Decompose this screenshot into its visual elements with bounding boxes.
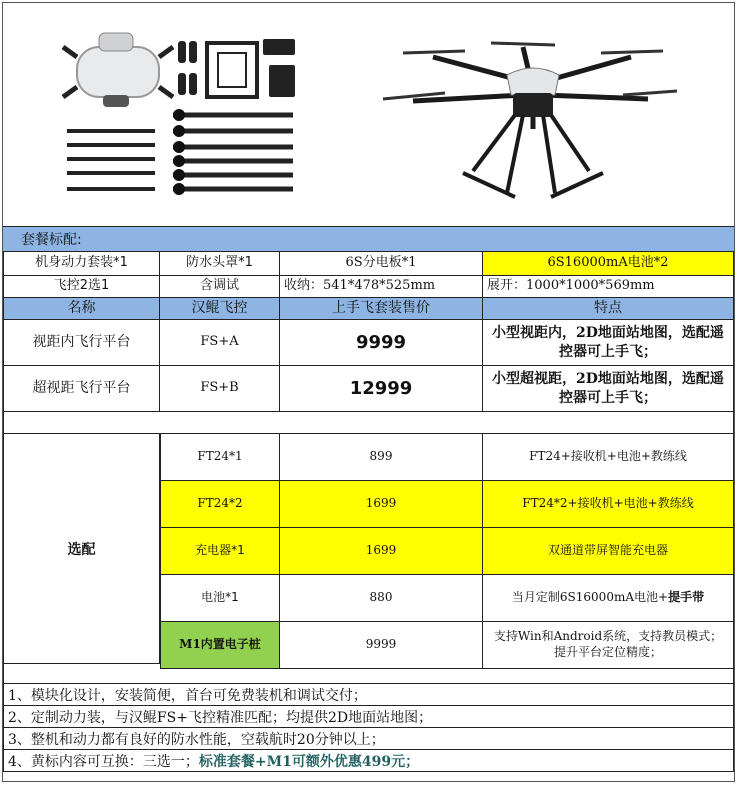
- option-name: M1内置电子桩: [160, 622, 280, 668]
- arms-icon: [173, 115, 293, 189]
- package-header: [3, 226, 734, 252]
- option-row: [160, 575, 734, 622]
- note-1: 1、模块化设计，安装简便，首台可免费装机和调试交付；: [3, 684, 734, 706]
- row-feature: 小型超视距，2D地面站地图，选配遥控器可上手飞；: [483, 366, 734, 411]
- options-list: [160, 434, 734, 669]
- row-fc: FS+A: [160, 320, 280, 365]
- standard-row-1: [3, 252, 734, 276]
- option-desc: [483, 575, 734, 621]
- price-table-header: [3, 298, 734, 320]
- std-item-body-kit: 机身动力套装*1: [3, 252, 160, 275]
- option-row: [160, 481, 734, 528]
- std-item-waterproof-cover: 防水头罩*1: [160, 252, 280, 275]
- std-item-unfolded-size: 展开：1000*1000*569mm: [483, 276, 734, 297]
- clamp-parts-icon: [178, 41, 197, 95]
- options-label: 选配: [3, 434, 160, 664]
- board-icon: [269, 65, 295, 97]
- option-name: FT24*1: [160, 434, 280, 480]
- package-header-text: 套餐标配:: [21, 232, 82, 248]
- option-row: [160, 528, 734, 575]
- kit-parts-image: [3, 3, 734, 225]
- assembled-drone-icon: [383, 43, 677, 197]
- option-desc-bold: 提手带: [668, 590, 705, 605]
- note-3: 3、整机和动力都有良好的防水性能，空载航时20分钟以上；: [3, 728, 734, 750]
- row-name: 视距内飞行平台: [3, 320, 160, 365]
- option-row: [160, 434, 734, 481]
- col-header-feature: 特点: [483, 298, 734, 319]
- option-name: 电池*1: [160, 575, 280, 621]
- table-row: [3, 320, 734, 366]
- option-price: 1699: [280, 481, 483, 527]
- drone-body-icon: [63, 33, 173, 107]
- option-desc: FT24*2+接收机+电池+教练线: [483, 481, 734, 527]
- note-2: 2、定制动力装，与汉鲲FS+飞控精准匹配；均提供2D地面站地图；: [3, 706, 734, 728]
- col-header-fc: 汉鲲飞控: [160, 298, 280, 319]
- battery-icon: [263, 39, 295, 55]
- std-item-folded-size: 收纳：541*478*525mm: [280, 276, 483, 297]
- note-4-prefix: 4、黄标内容可互换：三选一；: [8, 753, 199, 770]
- option-row: [160, 622, 734, 669]
- table-row: [3, 366, 734, 412]
- row-name: 超视距飞行平台: [3, 366, 160, 411]
- std-item-fc-choice: 飞控2选1: [3, 276, 160, 297]
- option-name: FT24*2: [160, 481, 280, 527]
- std-item-power-board: 6S分电板*1: [280, 252, 483, 275]
- spacer-row: [3, 412, 734, 434]
- option-desc: 支持Win和Android系统，支持教员模式；提升平台定位精度；: [483, 622, 734, 668]
- col-header-price: 上手飞套装售价: [280, 298, 483, 319]
- option-desc-text: 当月定制6S16000mA电池+: [511, 590, 669, 605]
- option-price: 899: [280, 434, 483, 480]
- spacer-row: [3, 664, 734, 684]
- row-price: 9999: [280, 320, 483, 365]
- option-desc: FT24+接收机+电池+教练线: [483, 434, 734, 480]
- row-price: 12999: [280, 366, 483, 411]
- row-fc: FS+B: [160, 366, 280, 411]
- frame-plate-icon: [207, 43, 257, 97]
- option-price: 880: [280, 575, 483, 621]
- landing-gear-icon: [67, 131, 155, 189]
- std-item-debug: 含调试: [160, 276, 280, 297]
- std-item-battery: 6S16000mA电池*2: [483, 252, 734, 275]
- product-image-area: [3, 3, 734, 225]
- standard-row-2: [3, 276, 734, 298]
- option-price: 9999: [280, 622, 483, 668]
- note-4-highlight: 标准套餐+M1可额外优惠499元；: [198, 753, 420, 770]
- option-name: 充电器*1: [160, 528, 280, 574]
- option-desc: 双通道带屏智能充电器: [483, 528, 734, 574]
- row-feature: 小型视距内，2D地面站地图，选配遥控器可上手飞；: [483, 320, 734, 365]
- note-4: [3, 750, 734, 772]
- col-header-name: 名称: [3, 298, 160, 319]
- option-price: 1699: [280, 528, 483, 574]
